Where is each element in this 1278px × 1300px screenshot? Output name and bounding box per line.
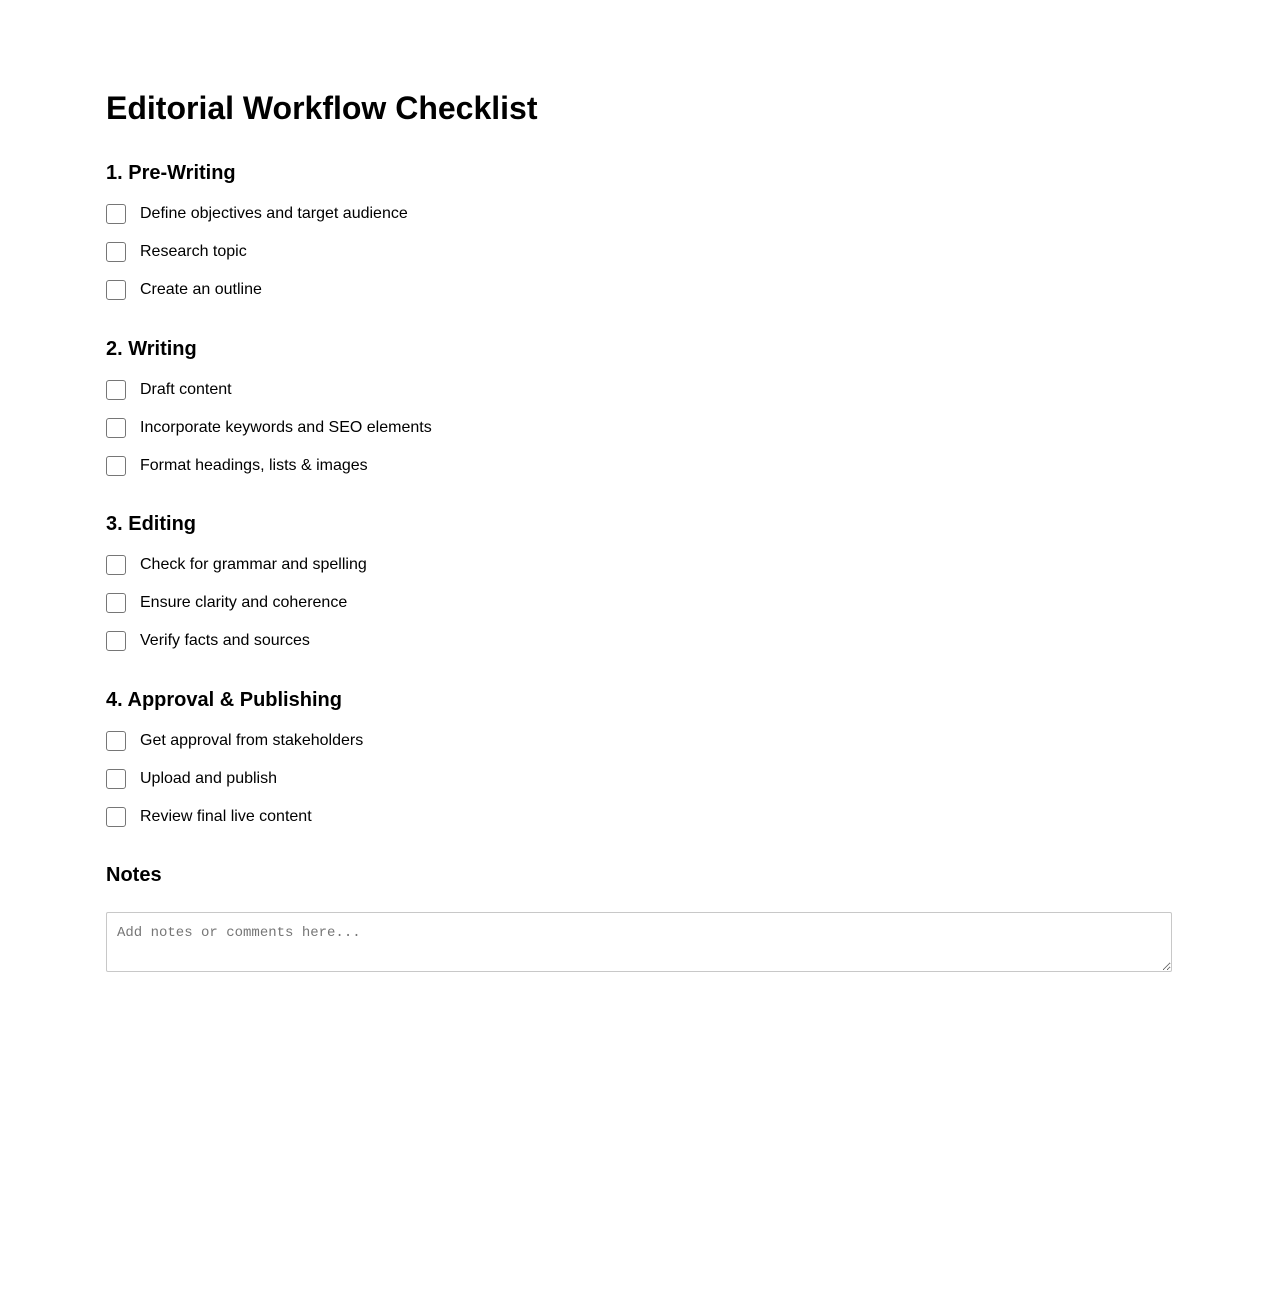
checklist-item[interactable] xyxy=(106,592,1172,614)
checklist-item-label: Get approval from stakeholders xyxy=(140,732,364,749)
section-editing xyxy=(106,512,1172,652)
checklist-item[interactable] xyxy=(106,417,1172,439)
checklist-item-label: Incorporate keywords and SEO elements xyxy=(140,419,432,436)
checklist-item-label: Upload and publish xyxy=(140,770,277,787)
checkbox[interactable] xyxy=(106,731,126,751)
checkbox[interactable] xyxy=(106,456,126,476)
checkbox[interactable] xyxy=(106,280,126,300)
checklist-item[interactable] xyxy=(106,806,1172,828)
checkbox[interactable] xyxy=(106,204,126,224)
checkbox[interactable] xyxy=(106,769,126,789)
checklist-item[interactable] xyxy=(106,730,1172,752)
section-writing xyxy=(106,337,1172,477)
checklist-item[interactable] xyxy=(106,241,1172,263)
checklist-item[interactable] xyxy=(106,554,1172,576)
checklist-items xyxy=(106,203,1172,301)
checklist-item-label: Format headings, lists & images xyxy=(140,457,368,474)
checkbox[interactable] xyxy=(106,555,126,575)
section-approval-publishing xyxy=(106,688,1172,828)
section-pre-writing xyxy=(106,161,1172,301)
checklist-item[interactable] xyxy=(106,203,1172,225)
notes-heading: Notes xyxy=(106,864,162,886)
checkbox[interactable] xyxy=(106,380,126,400)
page-title: Editorial Workflow Checklist xyxy=(106,90,538,126)
checklist-item-label: Review final live content xyxy=(140,808,312,825)
checklist-item-label: Research topic xyxy=(140,243,247,260)
checkbox[interactable] xyxy=(106,631,126,651)
checkbox[interactable] xyxy=(106,418,126,438)
checklist-item-label: Verify facts and sources xyxy=(140,632,310,649)
checklist-items xyxy=(106,379,1172,477)
checklist-items xyxy=(106,730,1172,828)
checklist-item-label: Check for grammar and spelling xyxy=(140,556,367,573)
checklist-item[interactable] xyxy=(106,768,1172,790)
checklist-item[interactable] xyxy=(106,279,1172,301)
section-heading: 2. Writing xyxy=(106,338,197,360)
section-heading: 3. Editing xyxy=(106,513,196,535)
checklist-items xyxy=(106,554,1172,652)
checkbox[interactable] xyxy=(106,807,126,827)
checklist-item-label: Draft content xyxy=(140,381,232,398)
checklist-item-label: Define objectives and target audience xyxy=(140,205,408,222)
checklist-item[interactable] xyxy=(106,379,1172,401)
checklist-item[interactable] xyxy=(106,630,1172,652)
checkbox[interactable] xyxy=(106,593,126,613)
checklist-item[interactable] xyxy=(106,455,1172,477)
checkbox[interactable] xyxy=(106,242,126,262)
checklist-item-label: Ensure clarity and coherence xyxy=(140,594,348,611)
section-heading: 4. Approval & Publishing xyxy=(106,689,342,711)
notes-textarea[interactable] xyxy=(106,912,1172,972)
section-heading: 1. Pre-Writing xyxy=(106,162,236,184)
checklist-item-label: Create an outline xyxy=(140,281,262,298)
